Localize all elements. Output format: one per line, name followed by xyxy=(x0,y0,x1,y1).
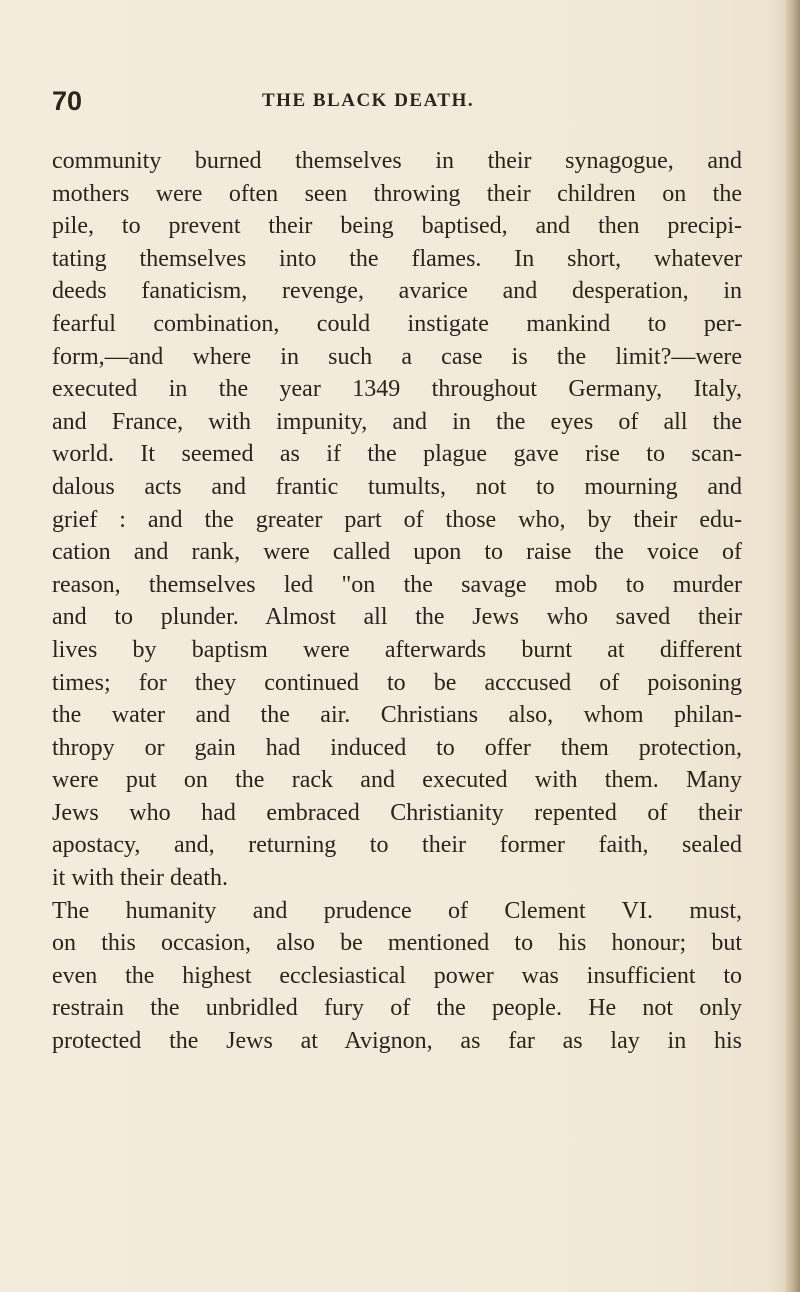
running-head xyxy=(52,86,752,116)
text-line: reason, themselves led "on the savage mob to murder xyxy=(52,571,742,598)
text-line: world. It seemed as if the plague gave rise to scan- xyxy=(52,441,742,468)
text-line: even the highest ecclesiastical power was insufficient to xyxy=(52,962,742,989)
text-line: community burned themselves in their synagogue, and xyxy=(52,148,742,174)
text-line: tating themselves into the flames. In short, whatever xyxy=(52,245,742,272)
text-line: protected the Jews at Avignon, as far as lay in his xyxy=(52,1028,742,1055)
body-text xyxy=(52,145,742,1058)
text-line: deeds fanaticism, revenge, avarice and desperation, in xyxy=(52,278,742,305)
text-line: mothers were often seen throwing their children on the xyxy=(52,180,742,207)
text-line: form,—and where in such a case is the limit?—were xyxy=(52,343,742,370)
paragraph-start-line: The humanity and prudence of Clement VI. must, xyxy=(52,897,742,924)
text-line: on this occasion, also be mentioned to his honour; but xyxy=(52,930,742,957)
text-line: times; for they continued to be acccused of poisoning xyxy=(52,669,742,696)
text-line: executed in the year 1349 throughout Germany, Italy, xyxy=(52,376,742,403)
text-line: dalous acts and frantic tumults, not to mourning and xyxy=(52,473,742,500)
text-line: cation and rank, were called upon to raise the voice of xyxy=(52,539,742,566)
text-line: apostacy, and, returning to their former faith, sealed xyxy=(52,832,742,859)
text-line: lives by baptism were afterwards burnt at different xyxy=(52,636,742,663)
text-line: restrain the unbridled fury of the people. He not only xyxy=(52,995,742,1022)
text-line: fearful combination, could instigate mankind to per- xyxy=(52,310,742,337)
text-line: Jews who had embraced Christianity repented of their xyxy=(52,799,742,826)
text-line: thropy or gain had induced to offer them protection, xyxy=(52,734,742,761)
text-line: grief : and the greater part of those who, by their edu- xyxy=(52,506,742,533)
book-title: THE BLACK DEATH. xyxy=(262,90,475,111)
paragraph-end-line: it with their death. xyxy=(52,865,228,892)
text-line: were put on the rack and executed with them. Many xyxy=(52,767,742,794)
text-line: pile, to prevent their being baptised, and then precipi- xyxy=(52,213,742,240)
text-line: and to plunder. Almost all the Jews who saved their xyxy=(52,604,742,631)
text-line: the water and the air. Christians also, whom philan- xyxy=(52,702,742,729)
page-edge-shadow xyxy=(786,0,800,1292)
text-line: and France, with impunity, and in the eyes of all the xyxy=(52,408,742,435)
page-number: 70 xyxy=(52,86,83,116)
